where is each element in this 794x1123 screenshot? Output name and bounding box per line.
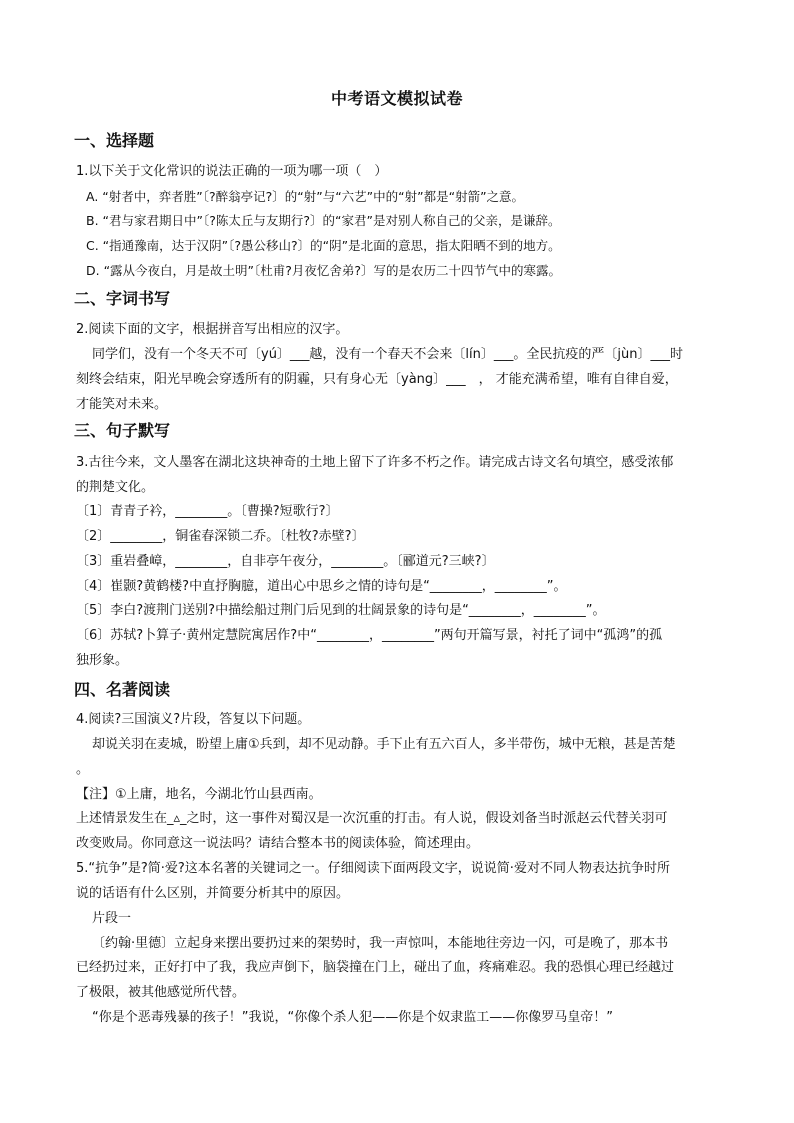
question-5-fragment-line-3: 了极限，被其他感觉所代替。 — [76, 985, 246, 1000]
question-2-text-line-1: 同学们，没有一个冬天不可〔yú〕___越，没有一个春天不会来〔lín〕___。全民抗疫的严〔jùn〕___时 — [92, 347, 683, 362]
question-3-item-3: 〔3〕重岩叠嶂，________，自非亭午夜分，________。〔郦道元?三峡?〕 — [76, 554, 495, 569]
question-3-stem-line-2: 的荆楚文化。 — [76, 480, 155, 495]
question-2-text-line-2: 刻终会结束，阳光早晚会穿透所有的阴霾，只有身心无〔yàng〕___ ， 才能充满希望，唯有自律自爱， — [76, 372, 678, 387]
question-4-prompt-line-2: 改变败局。你同意这一说法吗？请结合整本书的阅读体验，简述理由。 — [76, 836, 480, 851]
question-5-fragment-label: 片段一 — [92, 911, 132, 926]
question-5-stem-line-2: 说的话语有什么区别，并简要分析其中的原因。 — [76, 886, 350, 901]
question-5-fragment-line-1: 〔约翰·里德〕立起身来摆出要扔过来的架势时，我一声惊叫，本能地往旁边一闪，可是晚了，那本书 — [92, 936, 669, 951]
question-3-item-6-line-2: 独形象。 — [76, 653, 129, 668]
section-heading-choice: 一、选择题 — [74, 131, 155, 150]
section-heading-recitation: 三、句子默写 — [74, 421, 171, 440]
question-4-stem: 4.阅读?三国演义?片段，答复以下问题。 — [76, 712, 311, 727]
section-heading-classics: 四、名著阅读 — [74, 680, 171, 699]
question-2-stem: 2.阅读下面的文字，根据拼音写出相应的汉字。 — [76, 322, 349, 337]
question-3-item-5: 〔5〕李白?渡荆门送别?中描绘船过荆门后见到的壮阔景象的诗句是“________，________”。 — [76, 603, 606, 618]
question-4-prompt-line-1: 上述情景发生在_▵_之时，这一事件对蜀汉是一次沉重的打击。有人说，假设刘备当时派赵云代替关羽可 — [76, 811, 668, 826]
question-2-text-line-3: 才能笑对未来。 — [76, 397, 168, 412]
question-4-excerpt-line-2: 。 — [76, 762, 90, 777]
question-3-item-1: 〔1〕青青子衿，________。〔曹操?短歌行?〕 — [76, 504, 339, 519]
question-4-note: 【注】①上庸，地名，今湖北竹山县西南。 — [76, 787, 322, 802]
question-1-option-c: C. “指通豫南，达于汉阴”〔?愚公移山?〕的“阴”是北面的意思，指太阳晒不到的地方。 — [86, 238, 561, 253]
question-1-stem: 1.以下关于文化常识的说法正确的一项为哪一项（ ） — [76, 164, 388, 179]
question-5-stem-line-1: 5.“抗争”是?简·爱?这本名著的关键词之一。仔细阅读下面两段文字，说说简·爱对不同人物表达抗争时所 — [76, 861, 670, 876]
question-3-item-4: 〔4〕崔颢?黄鹤楼?中直抒胸臆，道出心中思乡之情的诗句是“________，________”。 — [76, 579, 567, 594]
question-1-option-b: B. “君与家君期日中”〔?陈太丘与友期行?〕的“家君”是对别人称自己的父亲，是谦辞。 — [86, 213, 561, 228]
question-1-option-d: D. “露从今夜白，月是故土明”〔杜甫?月夜忆舍弟?〕写的是农历二十四节气中的寒露。 — [86, 263, 562, 278]
question-5-fragment-line-2: 已经扔过来，正好打中了我，我应声倒下，脑袋撞在门上，碰出了血，疼痛难忍。我的恐惧心理已经越过 — [76, 960, 675, 975]
question-3-stem-line-1: 3.古往今来，文人墨客在湖北这块神奇的土地上留下了许多不朽之作。请完成古诗文名句填空，感受浓郁 — [76, 455, 674, 470]
question-5-fragment-line-4: “你是个恶毒残暴的孩子！”我说，“你像个杀人犯——你是个奴隶监工——你像罗马皇帝！” — [92, 1010, 613, 1025]
question-1-option-a: A. “射者中，弈者胜”〔?醉翁亭记?〕的“射”与“六艺”中的“射”都是“射箭”之意。 — [86, 189, 525, 204]
question-3-item-2: 〔2〕________，铜雀春深锁二乔。〔杜牧?赤壁?〕 — [76, 529, 365, 544]
section-heading-writing: 二、字词书写 — [74, 289, 171, 308]
page-title: 中考语文模拟试卷 — [330, 89, 463, 108]
question-3-item-6-line-1: 〔6〕苏轼?卜算子·黄州定慧院寓居作?中“________，________”两句开篇写景，衬托了词中“孤鸿”的孤 — [76, 628, 663, 643]
question-4-excerpt-line-1: 却说关羽在麦城，盼望上庸①兵到，却不见动静。手下止有五六百人，多半带伤，城中无粮，甚是苦楚 — [92, 737, 676, 752]
